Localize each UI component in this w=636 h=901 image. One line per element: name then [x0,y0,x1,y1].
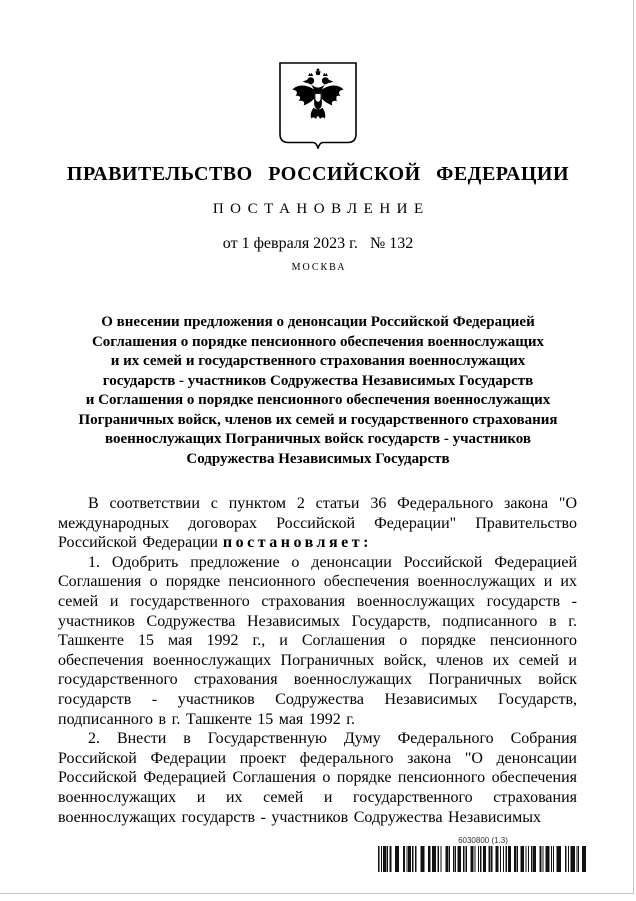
document-type-title: ПОСТАНОВЛЕНИЕ [212,201,430,217]
document-subject [28,313,608,469]
subject-line: государств - участников Содружества Независимых Государств [102,372,534,389]
subject-line: и Соглашения о порядке пенсионного обеспечения военнослужащих [85,392,551,408]
authority-title: ПРАВИТЕЛЬСТВО РОССИЙСКОЙ ФЕДЕРАЦИИ [66,163,570,185]
paragraph-item-1: 1. Одобрить предложение о денонсации Российской Федерацией Соглашения о порядке пенсионного обеспечения военнослужащих и их семей и государственного страхования военнослужащих государств - участников Содружества Независимых Государств, подписанного в г. Ташкенте 15 мая 1992 г., и Соглашения о порядке пенсионного обеспечения военнослужащих Пограничных войск, членов их семей и государственного страхования военнослужащих Пограничных войск государств - участников Содружества Независимых Государств, подписанного в г. Ташкенте 15 мая 1992 г. [58,553,577,728]
subject-line: Пограничных войск, членов их семей и государственного страхования [78,411,558,428]
paragraph-item-2: 2. Внести в Государственную Думу Федерального Собрания Российской Федерации проект федерального закона "О денонсации Российской Федерацией Соглашения о порядке пенсионного обеспечения военнослужащих и их семей и государственного страхования военнослужащих государств - участников Содружества Независимых [58,730,577,826]
barcode-label: 6030800 (1.3) [458,836,508,845]
subject-line: и их семей и государственного страхования военнослужащих [110,353,526,369]
paragraph-intro [58,494,577,553]
russia-coat-of-arms-icon [279,62,357,151]
document-date: от 1 февраля 2023 г. [222,235,358,252]
intro-text: В соответствии с пунктом 2 статьи 36 Федерального закона "О международных договорах Российской Федерации" Правительство Российской Федерации [58,495,577,552]
date-number-line [0,235,636,253]
subject-line: Содружества Независимых Государств [186,450,450,467]
decree-word: постановляет: [222,534,372,552]
subject-line: военнослужащих Пограничных войск государств - участников [104,431,532,447]
document-body [58,494,577,827]
place-name: МОСКВА [291,262,347,273]
subject-line: О внесении предложения о денонсации Российской Федерацией [101,314,535,330]
subject-line: Соглашения о порядке пенсионного обеспечения военнослужащих [91,333,545,350]
document-number: № 132 [369,235,414,252]
barcode-image [378,846,588,872]
